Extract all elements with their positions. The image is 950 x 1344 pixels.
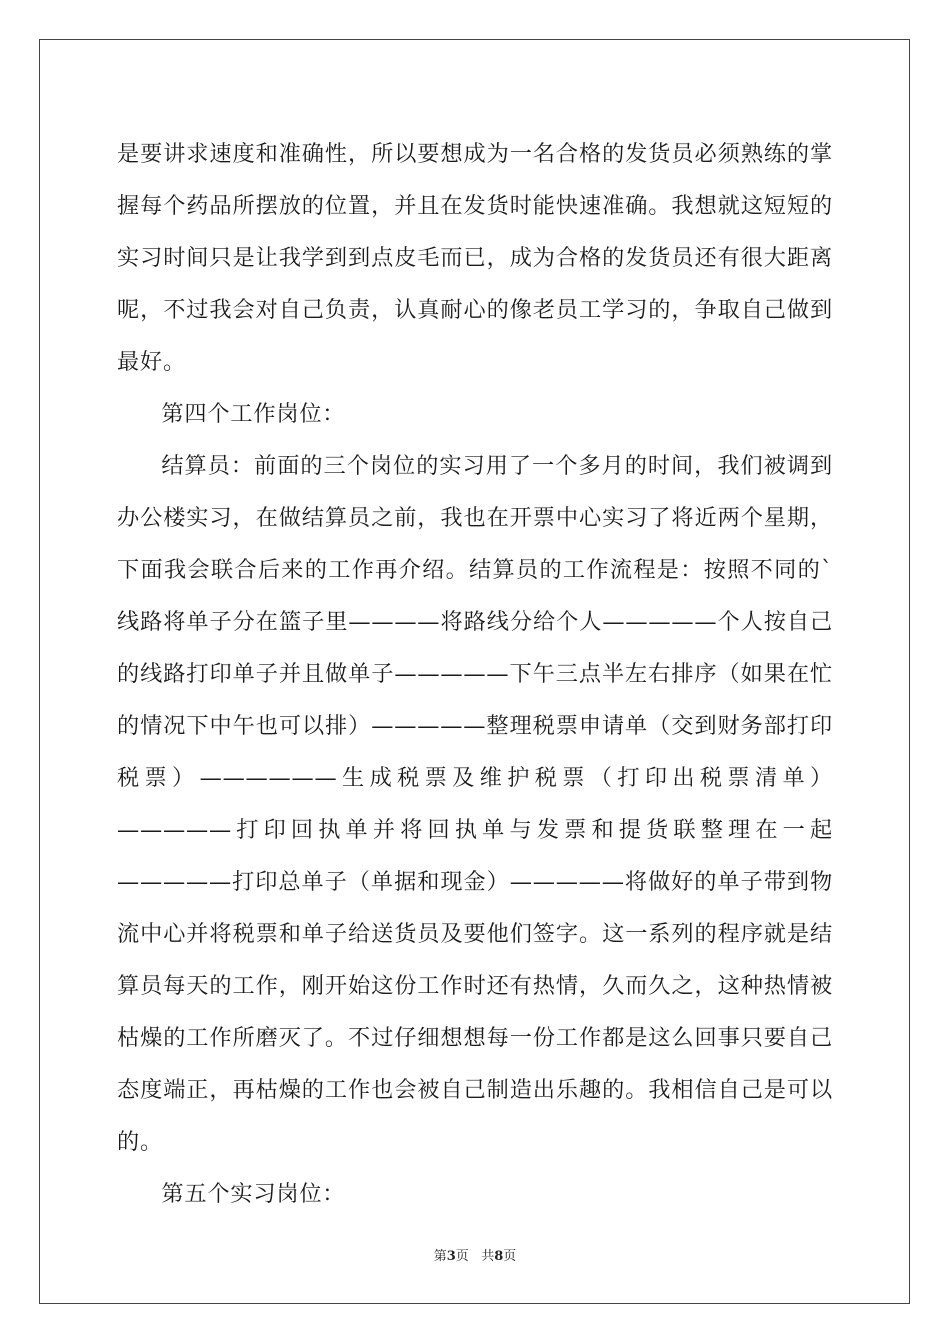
paragraph-settlement-clerk: 结算员：前面的三个岗位的实习用了一个多月的时间，我们被调到办公楼实习，在做结算员之前，我也在开票中心实习了将近两个星期，下面我会联合后来的工作再介绍。结算员的工作流程是：按照不同的`线路将单子分在篮子里————将路线分给个人—————个人按自己的线路打印单子并且做单子—————下午三点半左右排序（如果在忙的情况下中午也可以排）—————整理税票申请单（交到财务部打印税票）——————生成税票及维护税票（打印出税票清单）—————打印回执单并将回执单与发票和提货联整理在一起—————打印总单子（单据和现金）—————将做好的单子带到物流中心并将税票和单子给送货员及要他们签字。这一系列的程序就是结算员每天的工作，刚开始这份工作时还有热情，久而久之，这种热情被枯燥的工作所磨灭了。不过仔细想想每一份工作都是这么回事只要自己态度端正，再枯燥的工作也会被自己制造出乐趣的。我相信自己是可以的。	[117, 453, 833, 1155]
total-prefix: 共	[481, 1249, 495, 1264]
paragraph-1: 是要讲求速度和准确性，所以要想成为一名合格的发货员必须熟练的掌握每个药品所摆放的位置，并且在发货时能快速准确。我想就这短短的实习时间只是让我学到到点皮毛而已，成为合格的发货员还有很大距离呢，不过我会对自己负责，认真耐心的像老员工学习的，争取自己做到最好。	[117, 141, 833, 375]
page-suffix: 页	[455, 1249, 469, 1264]
page-number: 3	[446, 1249, 456, 1264]
section-heading-fourth-position: 第四个工作岗位：	[161, 401, 346, 427]
total-suffix: 页	[503, 1249, 517, 1264]
page-footer	[0, 1245, 950, 1264]
total-pages: 8	[494, 1249, 504, 1264]
page-prefix: 第	[433, 1249, 447, 1264]
document-body	[117, 128, 833, 1220]
section-heading-fifth-position: 第五个实习岗位：	[161, 1181, 346, 1207]
